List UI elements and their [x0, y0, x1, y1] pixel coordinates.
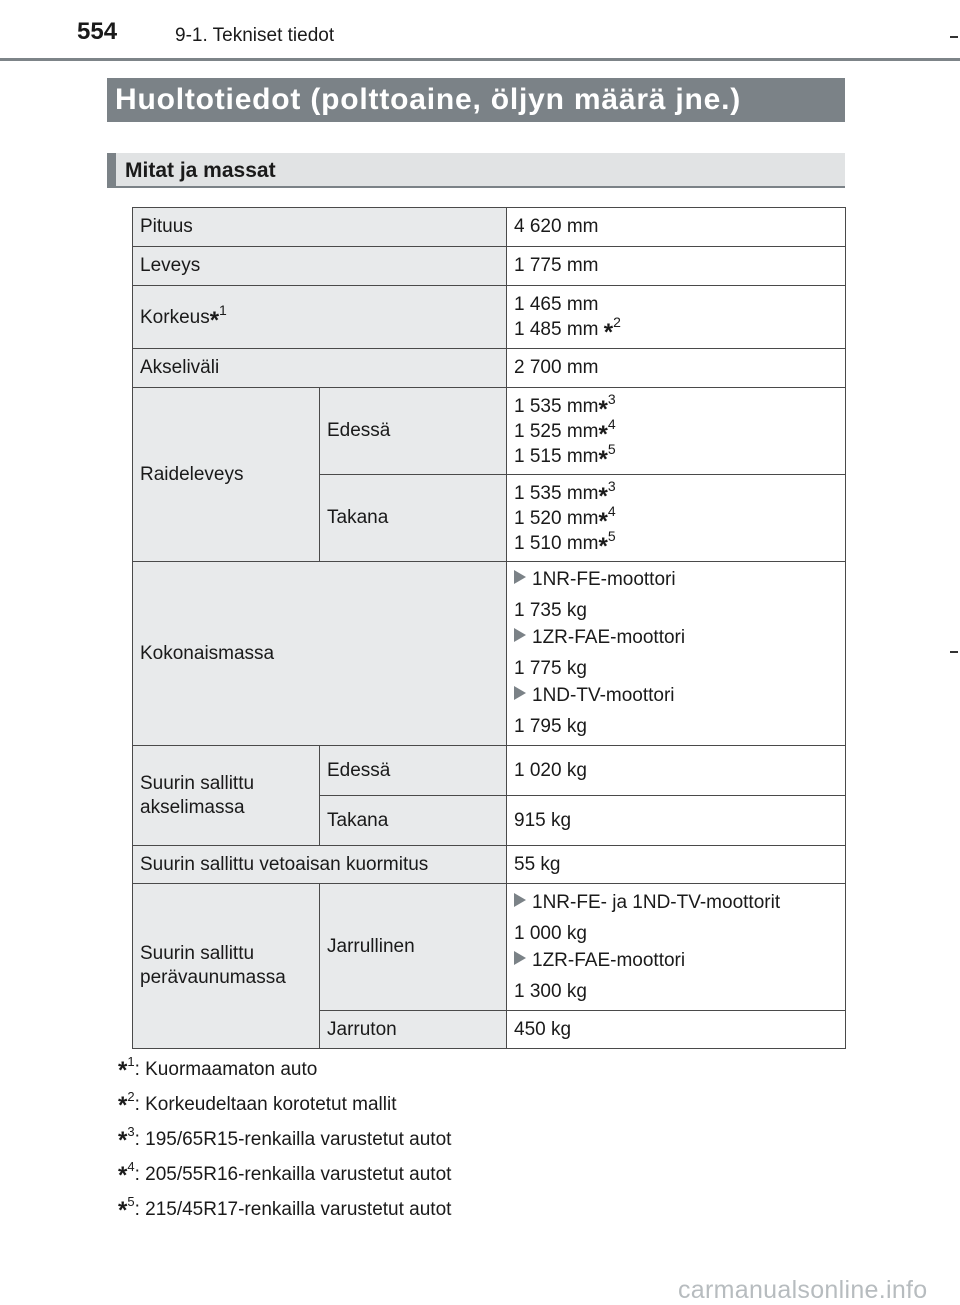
- height-value-raised: 1 485 mm: [514, 318, 599, 340]
- page-title: Huoltotiedot (polttoaine, öljyn määrä jne.): [107, 78, 845, 122]
- gross-weight-value: 1 775 kg: [514, 658, 587, 679]
- table-row: [133, 208, 846, 247]
- track-rear-label: Takana: [320, 475, 507, 562]
- gross-weight-value: 1 795 kg: [514, 716, 587, 737]
- track-front-value: 1 515 mm*$^5$: [514, 440, 616, 473]
- track-rear-value: 1 520 mm*$^4$: [514, 502, 616, 535]
- footnote: *$^1$: Kuormaamaton auto: [118, 1054, 318, 1084]
- footnote-ref: 5: [607, 440, 616, 457]
- height-label-cell: [133, 286, 507, 349]
- footnote-ref: 5: [607, 527, 616, 544]
- table-row: [133, 746, 846, 796]
- footnotes: [118, 1054, 452, 1232]
- track-label: Raideleveys: [133, 388, 320, 562]
- table-row: [133, 846, 846, 884]
- footnote-asterisk: *: [598, 532, 608, 560]
- footnote-asterisk: *: [598, 445, 608, 473]
- table-row: [133, 562, 846, 746]
- subheading-text: Mitat ja massat: [125, 159, 276, 182]
- footnote-ref: 4: [607, 415, 616, 432]
- triangle-bullet-icon: [514, 686, 526, 700]
- engine-line: 1NR-FE- ja 1ND-TV-moottorit: [514, 891, 838, 915]
- edge-tick: [950, 36, 958, 38]
- table-row: [133, 286, 846, 349]
- subheading-accent-bar: [107, 153, 116, 188]
- footnote-ref: 3: [607, 390, 616, 407]
- gross-weight-label: Kokonaismassa: [133, 562, 507, 746]
- footnote-ref: 4: [607, 502, 616, 519]
- edge-tick: [950, 651, 958, 653]
- triangle-bullet-icon: [514, 893, 526, 907]
- width-value: 1 775 mm: [507, 247, 846, 286]
- track-rear-value: 1 510 mm*$^5$: [514, 527, 616, 560]
- drawbar-load-value: 55 kg: [507, 846, 846, 884]
- footnote-asterisk: *: [603, 318, 614, 346]
- section-reference: 9-1. Tekniset tiedot: [175, 25, 335, 46]
- axle-weight-label: Suurin sallittu akselimassa: [133, 746, 320, 846]
- height-label: Korkeus: [140, 306, 210, 328]
- axle-rear-value: 915 kg: [507, 796, 846, 846]
- engine-line: 1ND-TV-moottori: [514, 684, 838, 708]
- page-number: 554: [77, 18, 118, 45]
- gross-weight-value: 1 735 kg: [514, 600, 587, 621]
- trailer-unbraked-label: Jarruton: [320, 1011, 507, 1049]
- engine-line: 1ZR-FAE-moottori: [514, 626, 838, 650]
- gross-weight-values: [507, 562, 846, 746]
- footnote-ref: 1: [219, 301, 227, 318]
- subheading: [107, 153, 845, 188]
- header-rule: [0, 58, 960, 61]
- engine-line: 1NR-FE-moottori: [514, 568, 838, 592]
- footnote-asterisk: *: [209, 306, 220, 334]
- footnote-asterisk: *: [598, 420, 608, 448]
- table-row: [133, 388, 846, 475]
- footnote-asterisk: *: [598, 395, 608, 423]
- page-header: [0, 0, 960, 62]
- height-value-standard: 1 465 mm: [514, 293, 599, 315]
- engine-line: 1ZR-FAE-moottori: [514, 949, 838, 973]
- footnote-ref: 2: [613, 313, 621, 330]
- track-rear-values: [507, 475, 846, 562]
- track-front-value: 1 535 mm*$^3$: [514, 390, 616, 423]
- track-front-values: [507, 388, 846, 475]
- footnote: *$^3$: 195/65R15-renkailla varustetut autot: [118, 1124, 452, 1154]
- wheelbase-label: Akseliväli: [133, 349, 507, 388]
- triangle-bullet-icon: [514, 570, 526, 584]
- wheelbase-value: 2 700 mm: [507, 349, 846, 388]
- watermark: carmanualsonline.info: [678, 1276, 928, 1304]
- axle-front-label: Edessä: [320, 746, 507, 796]
- table-row: [133, 247, 846, 286]
- table-row: [133, 349, 846, 388]
- axle-front-value: 1 020 kg: [507, 746, 846, 796]
- length-label: Pituus: [133, 208, 507, 247]
- track-front-value: 1 525 mm*$^4$: [514, 415, 616, 448]
- height-value-cell: [507, 286, 846, 349]
- trailer-braked-label: Jarrullinen: [320, 884, 507, 1011]
- length-value: 4 620 mm: [507, 208, 846, 247]
- axle-rear-label: Takana: [320, 796, 507, 846]
- width-label: Leveys: [133, 247, 507, 286]
- trailer-unbraked-value: 450 kg: [507, 1011, 846, 1049]
- footnote: *$^2$: Korkeudeltaan korotetut mallit: [118, 1089, 397, 1119]
- trailer-braked-value: 1 300 kg: [514, 980, 587, 1002]
- trailer-braked-value: 1 000 kg: [514, 922, 587, 944]
- footnote: *$^5$: 215/45R17-renkailla varustetut autot: [118, 1194, 452, 1224]
- trailer-braked-values: [507, 884, 846, 1011]
- track-rear-value: 1 535 mm*$^3$: [514, 477, 616, 510]
- triangle-bullet-icon: [514, 628, 526, 642]
- footnote-ref: 3: [607, 477, 616, 494]
- height-value-raised-line: [514, 313, 838, 346]
- footnote-asterisk: *: [598, 482, 608, 510]
- dimensions-weights-table: [132, 207, 846, 1049]
- footnote-asterisk: *: [598, 507, 608, 535]
- footnote: *$^4$: 205/55R16-renkailla varustetut autot: [118, 1159, 452, 1189]
- track-front-label: Edessä: [320, 388, 507, 475]
- triangle-bullet-icon: [514, 951, 526, 965]
- drawbar-load-label: Suurin sallittu vetoaisan kuormitus: [133, 846, 507, 884]
- trailer-weight-label: Suurin sallittu perävaunumassa: [133, 884, 320, 1049]
- table-row: [133, 884, 846, 1011]
